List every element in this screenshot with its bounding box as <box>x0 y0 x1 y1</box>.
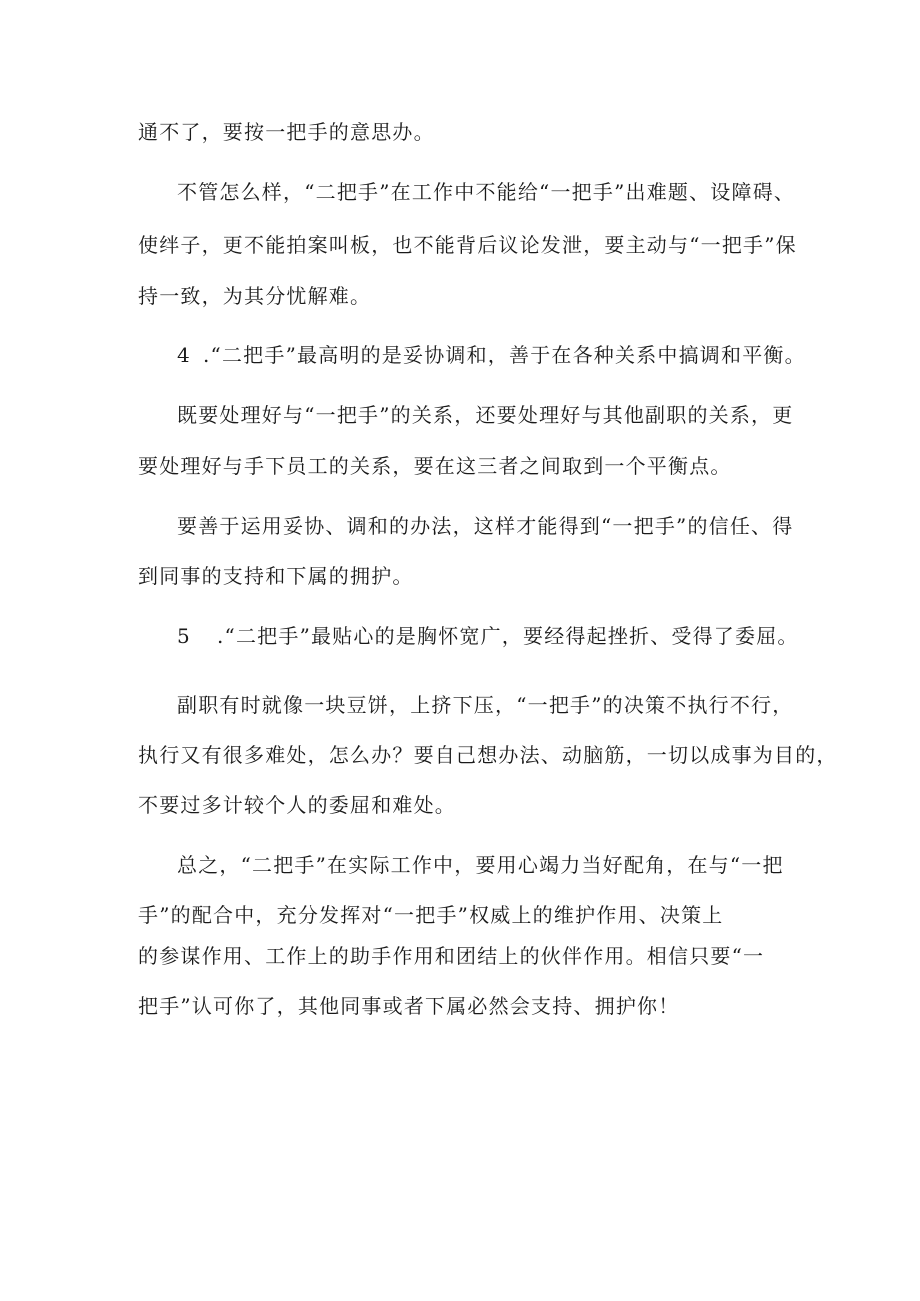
paragraph-line: 不要过多计较个人的委屈和难处。 <box>138 793 456 817</box>
heading-number: 4 <box>177 343 191 367</box>
paragraph-line: 的参谋作用、工作上的助手作用和团结上的伙伴作用。相信只要“一 <box>138 944 765 968</box>
paragraph-line: 把手”认可你了，其他同事或者下属必然会支持、拥护你！ <box>138 994 680 1018</box>
paragraph-line: 总之，“二把手”在实际工作中，要用心竭力当好配角，在与“一把 <box>177 853 784 877</box>
heading-text: .“二把手”最贴心的是胸怀宽广，要经得起挫折、受得了委屈。 <box>217 624 799 648</box>
paragraph-line: 要善于运用妥协、调和的办法，这样才能得到“一把手”的信任、得 <box>177 514 794 538</box>
paragraph-line: 不管怎么样，“二把手”在工作中不能给“一把手”出难题、设障碍、 <box>177 180 796 204</box>
paragraph-line: 副职有时就像一块豆饼，上挤下压，“一把手”的决策不执行不行， <box>177 693 794 717</box>
paragraph-line: 通不了，要按一把手的意思办。 <box>138 120 435 144</box>
section-heading-4 <box>177 343 806 367</box>
heading-text: .“二把手”最高明的是妥协调和，善于在各种关系中搞调和平衡。 <box>203 343 806 367</box>
paragraph-line: 到同事的支持和下属的拥护。 <box>138 564 414 588</box>
paragraph-line: 使绊子，更不能拍案叫板，也不能背后议论发泄，要主动与“一把手”保 <box>138 233 797 257</box>
paragraph-line: 既要处理好与“一把手”的关系，还要处理好与其他副职的关系，更 <box>177 403 794 427</box>
paragraph-line: 持一致，为其分忧解难。 <box>138 284 372 308</box>
paragraph-line: 手”的配合中，充分发挥对“一把手”权威上的维护作用、决策上 <box>138 903 724 927</box>
paragraph-line: 执行又有很多难处，怎么办？要自己想办法、动脑筋，一切以成事为目的， <box>138 743 838 767</box>
section-heading-5 <box>177 624 799 648</box>
paragraph-line: 要处理好与手下员工的关系，要在这三者之间取到一个平衡点。 <box>138 454 732 478</box>
heading-number: 5 <box>177 624 191 648</box>
